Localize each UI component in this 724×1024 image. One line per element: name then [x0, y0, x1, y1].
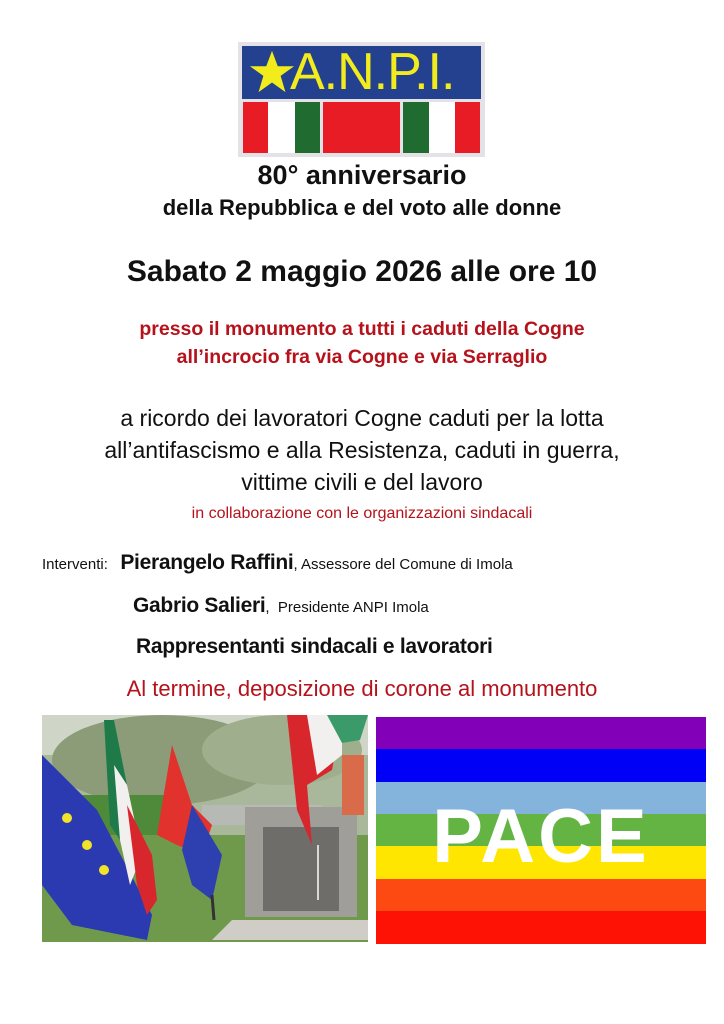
logo-stripe-white [268, 102, 295, 153]
speaker-name: Pierangelo Raffini [120, 551, 294, 574]
logo-stripe-red-center [323, 102, 400, 153]
logo-text: A.N.P.I. [290, 43, 455, 101]
pace-stripe-blue [376, 749, 706, 782]
pace-stripe-red [376, 911, 706, 944]
logo-stripe-white [429, 102, 455, 153]
speaker-role: , Presidente ANPI Imola [265, 599, 429, 616]
speaker-name: Gabrio Salieri [133, 594, 266, 617]
anniversary-subtitle: della Repubblica e del voto alle donne [162, 195, 562, 220]
event-location-line1: presso il monumento a tutti i caduti della Cogne [139, 318, 585, 340]
logo-stripe-green [295, 102, 320, 153]
pace-text: PACE [432, 794, 650, 879]
speaker-row-1 [42, 548, 513, 580]
logo-banner [242, 43, 481, 101]
logo-stripe-green [403, 102, 429, 153]
closing-note: Al termine, deposizione di corone al monumento [126, 676, 598, 701]
purpose-line3: vittime civili e del lavoro [241, 469, 483, 495]
collaboration-note: in collaborazione con le organizzazioni sindacali [191, 505, 533, 522]
pace-stripe-orange [376, 879, 706, 912]
other-speakers: Rappresentanti sindacali e lavoratori [136, 635, 493, 658]
pace-stripe-purple [376, 717, 706, 750]
monument-with-flags-illustration [42, 715, 368, 942]
anniversary-title: 80° anniversario [257, 160, 467, 190]
pace-flag [376, 717, 706, 944]
event-location-line2: all’incrocio fra via Cogne e via Serraglio [176, 346, 548, 368]
speaker-row-2 [133, 591, 429, 623]
speaker-role: , Assessore del Comune di Imola [293, 556, 513, 573]
logo-stripe-red [455, 102, 480, 153]
purpose-line2: all’antifascismo e alla Resistenza, caduti in guerra, [104, 437, 620, 463]
logo-stripe-red [243, 102, 268, 153]
event-date-time: Sabato 2 maggio 2026 alle ore 10 [126, 255, 598, 288]
anpi-logo [238, 42, 485, 157]
star-icon [248, 48, 296, 96]
monument-photo [42, 715, 368, 942]
speakers-label: Interventi: [42, 556, 108, 573]
purpose-line1: a ricordo dei lavoratori Cogne caduti per la lotta [120, 405, 604, 431]
